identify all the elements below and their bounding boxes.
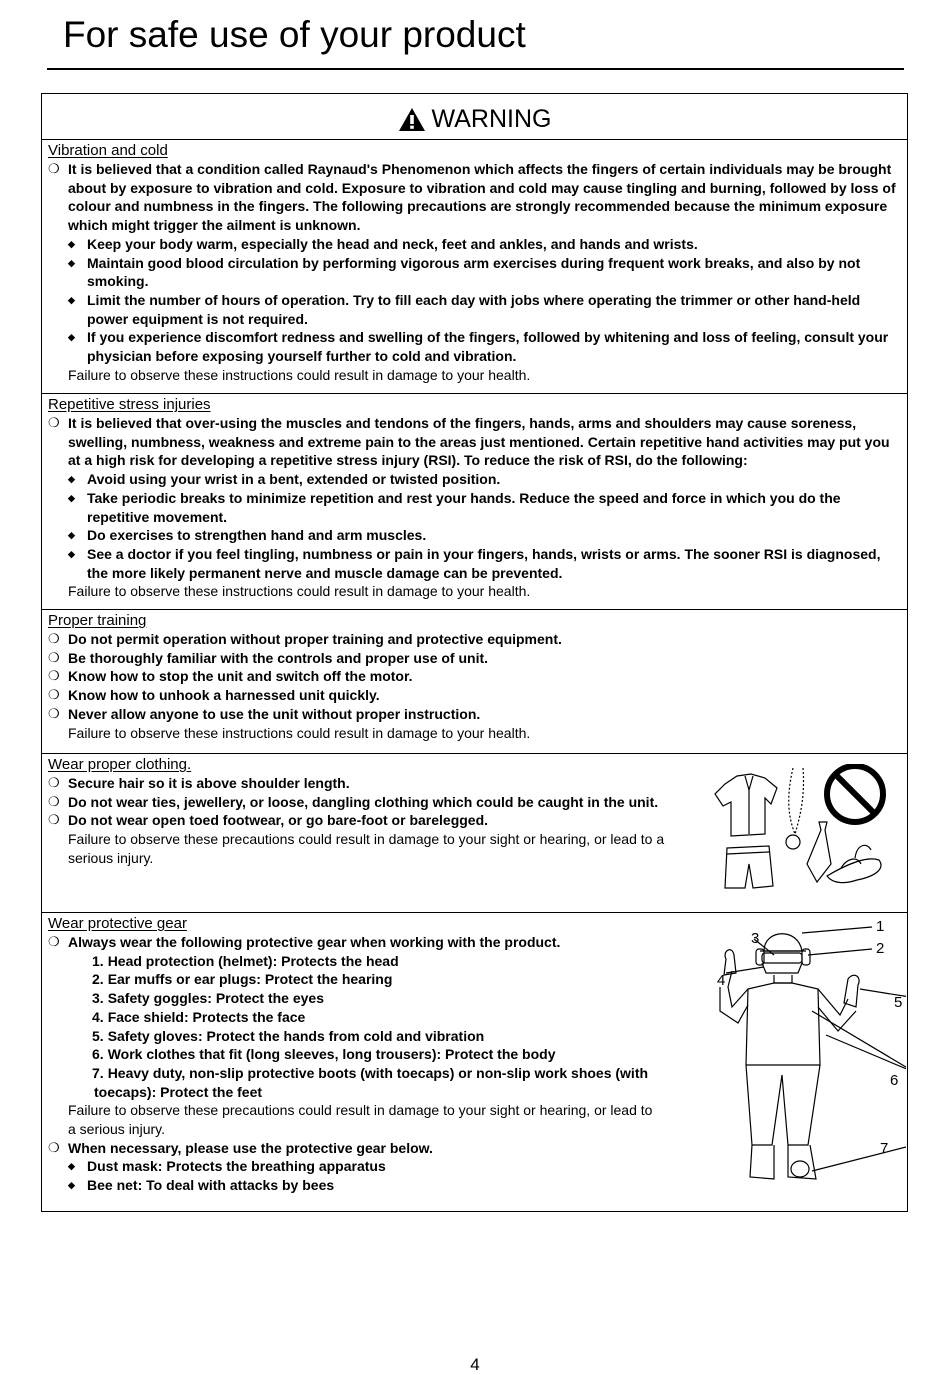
failure-note: Failure to observe these precautions could result in damage to your sight or hearing, or lead to a serious injury. bbox=[68, 831, 665, 866]
page-number: 4 bbox=[470, 1355, 480, 1374]
list-item: ◆ If you experience discomfort redness and swelling of the fingers, followed by whitening and loss of feeling, consult your physician before exposing yourself further to cold and vibration. bbox=[68, 329, 889, 365]
warning-label: WARNING bbox=[431, 105, 552, 133]
numbered-item: 4. Face shield: Protects the face bbox=[92, 1008, 306, 1025]
list-item: ◆ Maintain good blood circulation by performing vigorous arm exercises during frequent work breaks, and also by not smoking. bbox=[68, 254, 861, 290]
numbered-item: 6. Work clothes that fit (long sleeves, long trousers): Protect the body bbox=[92, 1046, 556, 1063]
numbered-item: 2. Ear muffs or ear plugs: Protect the hearing bbox=[92, 971, 393, 988]
warning-box bbox=[41, 93, 908, 1212]
clothing-illustration bbox=[707, 764, 887, 896]
list-item: ◆ Keep your body warm, especially the head and neck, feet and ankles, and hands and wrists. bbox=[68, 235, 698, 252]
list-item: ❍ Secure hair so it is above shoulder length. bbox=[48, 775, 350, 791]
section-clothing bbox=[42, 754, 907, 913]
list-item: ❍ Do not wear ties, jewellery, or loose, dangling clothing which could be caught in the unit. bbox=[48, 793, 659, 810]
list-item: ❍ Always wear the following protective gear when working with the product. bbox=[48, 934, 561, 950]
list-item: ❍ When necessary, please use the protective gear below. bbox=[48, 1139, 433, 1156]
callout-label: 4 bbox=[717, 972, 726, 989]
section-rsi bbox=[42, 394, 907, 610]
callout-label: 2 bbox=[876, 940, 885, 957]
numbered-item: 5. Safety gloves: Protect the hands from cold and vibration bbox=[92, 1027, 485, 1044]
list-item: ◆ See a doctor if you feel tingling, numbness or pain in your fingers, hands, wrists or arms. The sooner RSI is diagnosed, the more likely permanent nerve and muscle damage can be prevented. bbox=[68, 545, 881, 581]
title-rule bbox=[47, 68, 904, 70]
callout-label: 6 bbox=[890, 1072, 899, 1089]
list-item: ❍ Do not wear open toed footwear, or go bare-foot or barelegged. bbox=[48, 812, 489, 829]
callout-label: 7 bbox=[880, 1140, 889, 1157]
numbered-item: 7. Heavy duty, non-slip protective boots (with toecaps) or non-slip work shoes (with toecaps): Protect the feet bbox=[92, 1064, 649, 1100]
protective-gear-illustration bbox=[670, 915, 906, 1203]
callout-label: 3 bbox=[751, 930, 760, 947]
section-vibration bbox=[42, 140, 907, 394]
list-item: ❍ Be thoroughly familiar with the controls and proper use of unit. bbox=[48, 649, 489, 666]
list-item: ◆ Take periodic breaks to minimize repetition and rest your hands. Reduce the speed and force in which you do the repetitive movement. bbox=[68, 489, 841, 525]
numbered-item: 3. Safety goggles: Protect the eyes bbox=[92, 990, 324, 1007]
callout-label: 1 bbox=[876, 918, 885, 935]
warning-triangle-icon bbox=[398, 107, 426, 132]
section-heading: Wear protective gear bbox=[48, 915, 187, 932]
callout-label: 5 bbox=[894, 994, 903, 1011]
section-heading: Repetitive stress injuries bbox=[48, 396, 211, 413]
failure-note: Failure to observe these instructions could result in damage to your health. bbox=[68, 583, 531, 600]
list-item: ❍ Do not permit operation without proper training and protective equipment. bbox=[48, 631, 562, 647]
list-item: ❍ Never allow anyone to use the unit without proper instruction. bbox=[48, 705, 481, 722]
section-gear bbox=[42, 913, 907, 1211]
failure-note: Failure to observe these instructions could result in damage to your health. bbox=[68, 366, 531, 383]
page-title: For safe use of your product bbox=[63, 14, 526, 55]
list-item: ❍ It is believed that over-using the muscles and tendons of the fingers, hands, arms and shoulders may cause soreness, swelling, numbness, weakness and extreme pain to the areas just mentioned. Certain repetitive hand activities may put you at a high risk for developing a repetitive stress injury (RSI). To reduce the risk of RSI, do the following: bbox=[48, 415, 890, 469]
failure-note: Failure to observe these instructions could result in damage to your health. bbox=[68, 724, 531, 741]
list-item: ◆ Bee net: To deal with attacks by bees bbox=[68, 1177, 335, 1194]
list-item: ❍ Know how to stop the unit and switch off the motor. bbox=[48, 668, 413, 685]
section-heading: Wear proper clothing. bbox=[48, 756, 192, 773]
section-heading: Vibration and cold bbox=[48, 142, 168, 159]
section-heading: Proper training bbox=[48, 612, 147, 629]
numbered-item: 1. Head protection (helmet): Protects the head bbox=[92, 952, 399, 969]
list-item: ◆ Limit the number of hours of operation. Try to fill each day with jobs where operating the trimmer or other hand-held power equipment is not required. bbox=[68, 291, 861, 327]
list-item: ❍ Know how to unhook a harnessed unit quickly. bbox=[48, 687, 380, 704]
list-item: ◆ Avoid using your wrist in a bent, extended or twisted position. bbox=[68, 471, 501, 488]
list-item: ◆ Do exercises to strengthen hand and arm muscles. bbox=[68, 527, 427, 544]
warning-header bbox=[42, 94, 907, 140]
list-item: ◆ Dust mask: Protects the breathing apparatus bbox=[68, 1158, 386, 1175]
failure-note: Failure to observe these precautions could result in damage to your sight or hearing, or lead to a serious injury. bbox=[68, 1102, 653, 1138]
list-item: ❍ It is believed that a condition called Raynaud's Phenomenon which affects the fingers of certain individuals may be brought about by exposure to vibration and cold. Exposure to vibration and cold may cause tingling and burning, followed by loss of colour and numbness in the fingers. The following precautions are strongly recommended because the minimum exposure which might trigger the ailment is unknown. bbox=[48, 161, 896, 234]
section-training bbox=[42, 610, 907, 754]
